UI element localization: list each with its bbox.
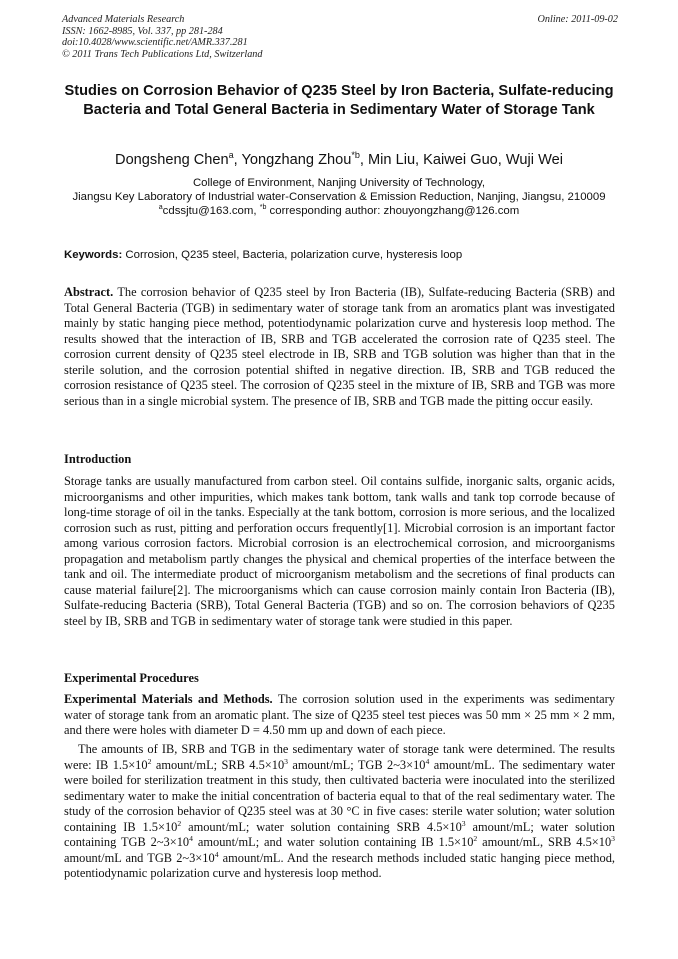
author-list bbox=[60, 150, 618, 170]
author-superscript: *b bbox=[351, 150, 360, 161]
email-line bbox=[60, 204, 618, 218]
text-run: amount/mL; SRB 4.5×10 bbox=[151, 757, 285, 772]
exponent: 2 bbox=[473, 834, 478, 844]
text-run: amount/mL. The sedimentary water were boiled for sterilization treatment in this study, then cultivated bacteria were inoculated into the sterilized sedimentary water to make the initial concentration of bacteria equal to that of the real sedimentary water. The study of the corrosion behavior of Q235 steel was at 30 °C in five cases: sterile water solution; water solution containing IB 1.5×10 bbox=[64, 757, 615, 834]
exponent: 2 bbox=[147, 756, 152, 766]
introduction-heading: Introduction bbox=[64, 452, 132, 466]
text-run: amount/mL; water solution containing TGB 2~3×10 bbox=[64, 819, 615, 850]
text-run: amount/mL; and water solution containing IB 1.5×10 bbox=[192, 835, 474, 850]
materials-methods-text: The corrosion solution used in the experiments was sedimentary water of storage tank from an aromatic plant. The size of Q235 steel test pieces was 50 mm × 25 mm × 2 mm, and there were holes with diameter D = 4.50 mm up and down of each piece. bbox=[64, 692, 615, 738]
materials-methods-label: Experimental Materials and Methods. bbox=[64, 692, 273, 706]
experimental-paragraph-2 bbox=[64, 742, 615, 882]
exponent: 3 bbox=[461, 818, 466, 828]
author-names-rest: , Min Liu, Kaiwei Guo, Wuji Wei bbox=[359, 152, 563, 168]
exponent: 3 bbox=[284, 756, 289, 766]
journal-header bbox=[62, 14, 618, 60]
text-run: The amounts of IB, SRB and TGB in the sedimentary water of storage tank were determined. The results were: IB 1.5×10 bbox=[64, 742, 615, 772]
text-run: amount/mL and TGB 2~3×10 bbox=[64, 850, 215, 865]
exponent: 4 bbox=[214, 849, 219, 859]
exponent: 3 bbox=[611, 834, 616, 844]
journal-name: Advanced Materials Research bbox=[62, 14, 185, 25]
corresponding-email: corresponding author: zhouyongzhang@126.com bbox=[266, 205, 520, 218]
text-run: amount/mL; water solution containing SRB 4.5×10 bbox=[181, 819, 462, 834]
doi-line: doi:10.4028/www.scientific.net/AMR.337.281 bbox=[62, 37, 248, 49]
keywords-label: Keywords: bbox=[64, 249, 123, 261]
copyright-line: © 2011 Trans Tech Publications Ltd, Switzerland bbox=[62, 48, 263, 60]
keywords-text: Corrosion, Q235 steel, Bacteria, polarization curve, hysteresis loop bbox=[122, 249, 463, 261]
affiliation-line: Jiangsu Key Laboratory of Industrial water-Conservation & Emission Reduction, Nanjing, Jiangsu, 210009 bbox=[72, 191, 606, 204]
affiliation-block bbox=[60, 176, 618, 219]
text-run: amount/mL. And the research methods included static hanging piece method, potentiodynamic polarization curve and hysteresis loop method. bbox=[64, 850, 615, 881]
abstract-text: The corrosion behavior of Q235 steel by Iron Bacteria (IB), Sulfate-reducing Bacteria (SRB) and Total General Bacteria (TGB) in sedimentary water of storage tank from an aromatics plant was investigated mainly by static hanging piece method, potentiodynamic polarization curve and hysteresis loop method. The results showed that the interaction of IB, SRB and TGB accelerated the corrosion rate of Q235 steel. The corrosion current density of Q235 steel electrode in IB, SRB and TGB solution was higher than that in the sterile solution, and the corrosion potential shifted in negative direction. IB, SRB and TGB reduced the corrosion resistance of Q235 steel. The corrosion of Q235 steel in the mixture of IB, SRB and TGB was more serious than in a single microbial system. The presence of IB, SRB and TGB made the pitting occur easily. bbox=[64, 285, 615, 408]
text-run: amount/mL; TGB 2~3×10 bbox=[288, 757, 426, 772]
paper-title: Studies on Corrosion Behavior of Q235 Steel by Iron Bacteria, Sulfate-reducing Bacteria and Total General Bacteria in Sedimentary Water of Storage Tank bbox=[64, 83, 614, 118]
email-address: cdssjtu@163.com, bbox=[162, 205, 260, 218]
author-name: , Yongzhang Zhou bbox=[233, 152, 352, 168]
abstract-label: Abstract. bbox=[64, 285, 114, 299]
exponent: 4 bbox=[189, 834, 193, 844]
author-name: Dongsheng Chen bbox=[115, 152, 229, 168]
text-run: amount/mL, SRB 4.5×10 bbox=[477, 835, 612, 850]
experimental-heading: Experimental Procedures bbox=[64, 671, 199, 685]
introduction-paragraph: Storage tanks are usually manufactured from carbon steel. Oil contains sulfide, inorganic salts, organic acids, microorganisms and other impurities, which makes tank bottom, tank walls and tank top corrode because of long-time storage of oil in the tanks. Especially at the tank bottom, corrosion is more serious, and the localized corrosion such as rust, pitting and perforation occurs frequently[1]. Microbial corrosion is an important factor among various corrosion factors. Microbial corrosion is an electrochemical corrosion, and microorganisms propagation and metabolism partly changes the physical and chemical properties of the interface between the tank and oil. The intermediate product of microorganism metabolism and the secretions of final products can cause material failure[2]. The microorganisms which can cause corrosion mainly contain Iron Bacteria (IB), Sulfate-reducing Bacteria (SRB), Total General Bacteria (TGB) and so on. The corrosion behaviors of Q235 steel by IB, SRB and TGB in sedimentary water of storage tank were studied in this paper. bbox=[64, 474, 615, 628]
issn-line: ISSN: 1662-8985, Vol. 337, pp 281-284 bbox=[62, 25, 223, 37]
author-superscript: a bbox=[228, 150, 234, 161]
keywords-line bbox=[64, 248, 620, 262]
email-superscript: a bbox=[158, 204, 163, 212]
email-superscript: *b bbox=[259, 204, 267, 212]
experimental-paragraph-1 bbox=[64, 692, 615, 739]
exponent: 2 bbox=[177, 818, 182, 828]
affiliation-line: College of Environment, Nanjing University of Technology, bbox=[192, 177, 486, 189]
exponent: 4 bbox=[425, 756, 430, 766]
abstract-paragraph bbox=[64, 285, 615, 409]
online-date: Online: 2011-09-02 bbox=[537, 14, 618, 25]
